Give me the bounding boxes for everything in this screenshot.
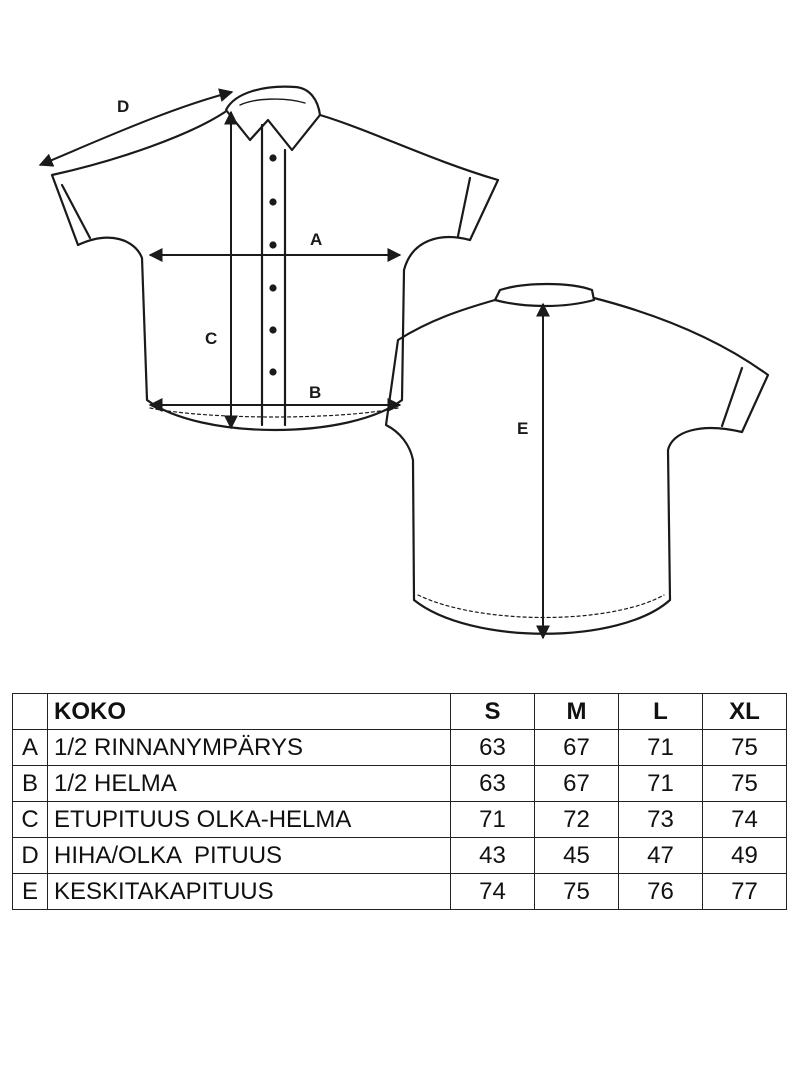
cell-value: 71 <box>619 766 703 802</box>
cell-value: 75 <box>703 766 787 802</box>
button <box>269 198 276 205</box>
row-code: A <box>13 730 48 766</box>
back-cuff-seam <box>722 368 742 426</box>
header-size-label: KOKO <box>48 694 451 730</box>
back-collar <box>495 284 594 306</box>
table-row <box>13 766 787 802</box>
table-header-row <box>13 694 787 730</box>
row-name: ETUPITUUS OLKA-HELMA <box>48 802 451 838</box>
cell-value: 67 <box>535 730 619 766</box>
table-row <box>13 730 787 766</box>
back-shirt-outline <box>386 298 768 634</box>
row-name: HIHA/OLKA PITUUS <box>48 838 451 874</box>
front-hem-stitch <box>150 408 398 417</box>
measure-label-e: E <box>517 419 529 438</box>
row-code: D <box>13 838 48 874</box>
measurement-lines <box>40 92 543 638</box>
button <box>269 284 276 291</box>
cell-value: 75 <box>535 874 619 910</box>
measure-label-c: C <box>205 329 218 348</box>
size-chart-table <box>12 693 787 910</box>
front-collar <box>226 87 320 150</box>
header-size-xl: XL <box>703 694 787 730</box>
cell-value: 74 <box>451 874 535 910</box>
header-size-l: L <box>619 694 703 730</box>
row-code: C <box>13 802 48 838</box>
cell-value: 74 <box>703 802 787 838</box>
cell-value: 63 <box>451 766 535 802</box>
header-size-m: M <box>535 694 619 730</box>
cell-value: 71 <box>451 802 535 838</box>
cell-value: 67 <box>535 766 619 802</box>
cell-value: 45 <box>535 838 619 874</box>
cell-value: 63 <box>451 730 535 766</box>
measure-line-d <box>40 92 232 165</box>
front-shirt-view <box>52 87 498 430</box>
front-buttons <box>269 154 276 375</box>
measure-label-a: A <box>310 230 323 249</box>
header-code-cell <box>13 694 48 730</box>
back-shirt-view <box>386 284 768 634</box>
button <box>269 368 276 375</box>
right-cuff-seam <box>458 178 470 236</box>
row-code: B <box>13 766 48 802</box>
measure-label-d: D <box>117 97 130 116</box>
collar-band <box>240 99 305 105</box>
cell-value: 76 <box>619 874 703 910</box>
button <box>269 241 276 248</box>
header-size-s: S <box>451 694 535 730</box>
back-hem-stitch <box>418 595 664 618</box>
cell-value: 77 <box>703 874 787 910</box>
row-name: KESKITAKAPITUUS <box>48 874 451 910</box>
row-name: 1/2 HELMA <box>48 766 451 802</box>
cell-value: 43 <box>451 838 535 874</box>
cell-value: 73 <box>619 802 703 838</box>
cell-value: 75 <box>703 730 787 766</box>
button <box>269 326 276 333</box>
row-code: E <box>13 874 48 910</box>
row-name: 1/2 RINNANYMPÄRYS <box>48 730 451 766</box>
table-row <box>13 838 787 874</box>
cell-value: 72 <box>535 802 619 838</box>
cell-value: 47 <box>619 838 703 874</box>
table-row <box>13 802 787 838</box>
table-row <box>13 874 787 910</box>
cell-value: 49 <box>703 838 787 874</box>
button <box>269 154 276 161</box>
measure-label-b: B <box>309 383 322 402</box>
cell-value: 71 <box>619 730 703 766</box>
